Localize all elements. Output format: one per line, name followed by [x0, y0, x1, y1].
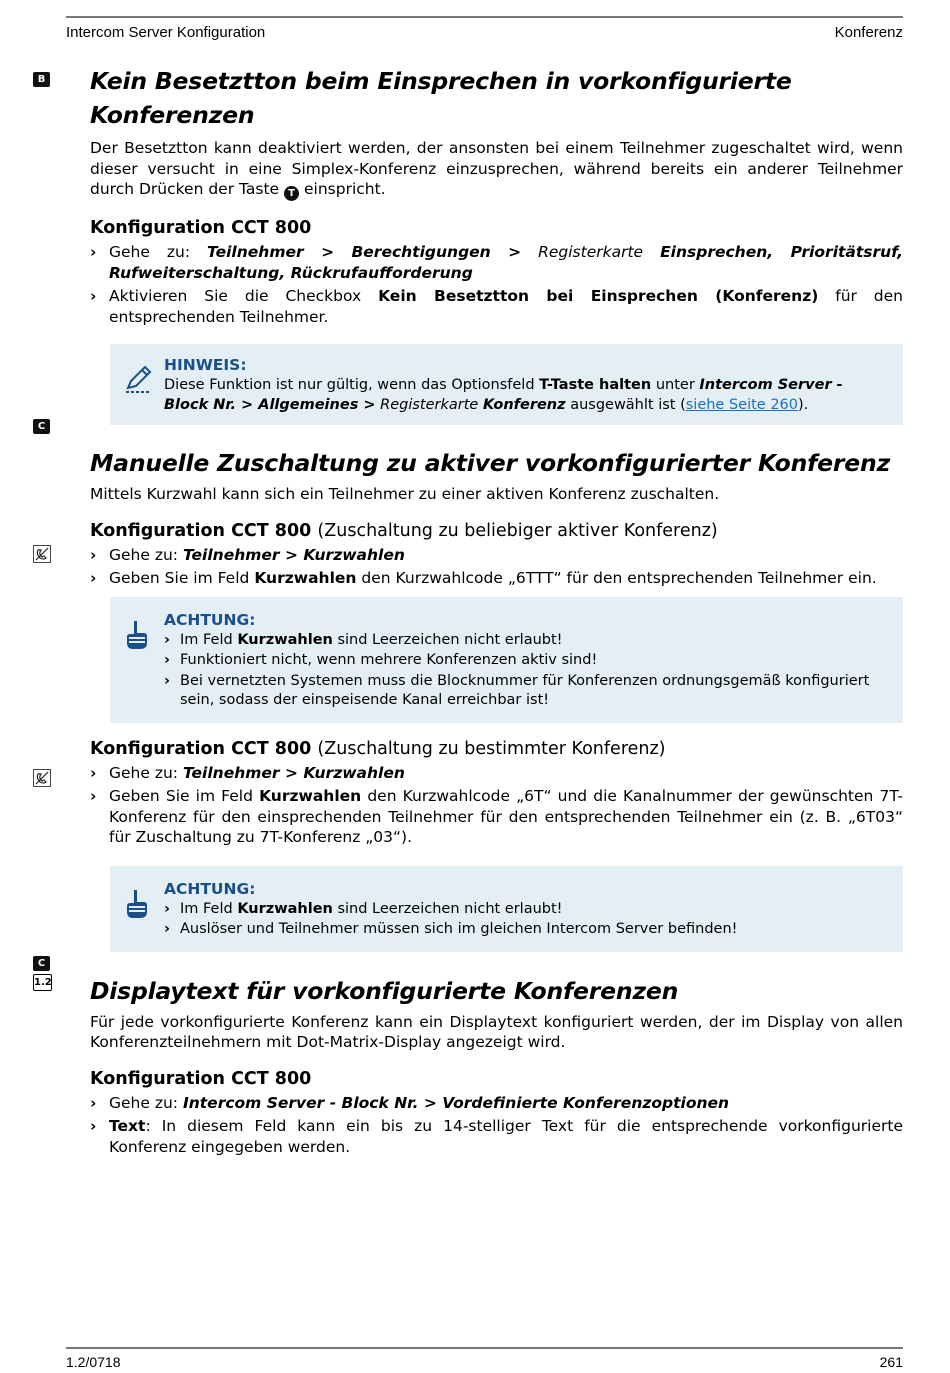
phone-crossed-icon [33, 545, 51, 567]
header-left: Intercom Server Konfiguration [66, 24, 266, 41]
page-content [90, 64, 903, 1157]
list-item: › Im Feld Kurzwahlen sind Leerzeichen nicht erlaubt! [164, 900, 563, 917]
hint-text: Diese Funktion ist nur gültig, wenn das Optionsfeld T-Taste halten unter Intercom Server - Block Nr. > Allgemeines > Registerkarte Konferenz ausgewählt ist (siehe Seite 260). [164, 377, 843, 413]
hint-title: HINWEIS: [164, 356, 247, 374]
margin-badge-c-version: C 1.2 [33, 956, 52, 991]
config-heading: Konfiguration CCT 800 (Zuschaltung zu bestimmter Konferenz) [90, 738, 666, 759]
margin-badge-c: C [33, 419, 50, 434]
pencil-icon [124, 364, 154, 398]
list-item: › Gehe zu: Teilnehmer > Kurzwahlen [90, 545, 405, 564]
list-item: › Gehe zu: Teilnehmer > Kurzwahlen [90, 763, 405, 782]
list-item: › Geben Sie im Feld Kurzwahlen den Kurzwahlcode „6T“ und die Kanalnummer der gewünschten 7T-Konferenz für den einsprechenden Teilnehmer für den entsprechenden Teilnehmer ein (z. B. „6T03“ für Zuschaltung zu 7T-Konferenz „03“). [90, 787, 903, 846]
page-number: 261 [879, 1354, 903, 1370]
page-link[interactable]: siehe Seite 260 [685, 396, 799, 413]
config-heading: Konfiguration CCT 800 [90, 218, 312, 238]
section-title: Manuelle Zuschaltung zu aktiver vorkonfigurierter Konferenz [90, 449, 891, 477]
step-list [90, 242, 903, 327]
footer-version: 1.2/0718 [66, 1354, 121, 1370]
warning-box [110, 597, 903, 723]
step-list [90, 763, 903, 848]
list-item: › Aktivieren Sie die Checkbox Kein Besetztton bei Einsprechen (Konferenz) für den entsprechenden Teilnehmer. [90, 287, 903, 326]
list-item: › Bei vernetzten Systemen muss die Blocknummer für Konferenzen ordnungsgemäß konfiguriert sein, sodass der einspeisende Kanal erreichbar ist! [164, 672, 870, 708]
header-right: Konferenz [834, 24, 903, 41]
step-list [90, 1093, 903, 1158]
section-title: Displaytext für vorkonfigurierte Konferenzen [90, 976, 679, 1005]
step-list [90, 545, 903, 589]
warning-list [164, 631, 883, 711]
list-item: › Gehe zu: Intercom Server - Block Nr. > Vordefinierte Konferenzoptionen [90, 1093, 730, 1112]
list-item: › Text: In diesem Feld kann ein bis zu 14-stelliger Text für die entsprechende vorkonfigurierte Konferenz eingegeben werden. [90, 1117, 903, 1156]
t-key-icon: T [284, 186, 299, 201]
list-item: › Im Feld Kurzwahlen sind Leerzeichen nicht erlaubt! [164, 631, 563, 648]
pointing-hand-icon [124, 619, 150, 655]
config-heading: Konfiguration CCT 800 [90, 1068, 312, 1089]
list-item: › Gehe zu: Teilnehmer > Berechtigungen > Registerkarte Einsprechen, Prioritätsruf, Rufweiterschaltung, Rückrufaufforderung [90, 243, 903, 282]
list-item: › Geben Sie im Feld Kurzwahlen den Kurzwahlcode „6TTT“ für den entsprechenden Teilnehmer ein. [90, 569, 877, 587]
section-title: Kein Besetztton beim Einsprechen in vorkonfigurierte Konferenzen [90, 67, 792, 129]
warning-box [110, 866, 903, 952]
pointing-hand-icon [124, 888, 150, 924]
section-intro: Der Besetztton kann deaktiviert werden, der ansonsten bei einem Teilnehmer zugeschaltet wird, wenn dieser versucht in eine Simplex-Konferenz einzusprechen, während bereits ein anderer Teilnehmer durch Drücken der Taste T einspricht. [90, 139, 903, 199]
section-intro: Mittels Kurzwahl kann sich ein Teilnehmer zu einer aktiven Konferenz zuschalten. [90, 485, 720, 503]
list-item: › Funktioniert nicht, wenn mehrere Konferenzen aktiv sind! [164, 652, 598, 668]
warning-title: ACHTUNG: [164, 879, 256, 898]
hint-box [110, 344, 903, 425]
warning-title: ACHTUNG: [164, 610, 256, 629]
warning-list [164, 900, 883, 940]
list-item: › Auslöser und Teilnehmer müssen sich im gleichen Intercom Server befinden! [164, 921, 738, 937]
page-header [66, 16, 903, 44]
config-heading: Konfiguration CCT 800 (Zuschaltung zu beliebiger aktiver Konferenz) [90, 520, 718, 541]
phone-crossed-icon [33, 769, 51, 791]
section-intro: Für jede vorkonfigurierte Konferenz kann ein Displaytext konfiguriert werden, der im Display von allen Konferenzteilnehmern mit Dot-Matrix-Display angezeigt wird. [90, 1012, 903, 1051]
margin-badge-b: B [33, 72, 50, 87]
page-footer [66, 1347, 903, 1373]
